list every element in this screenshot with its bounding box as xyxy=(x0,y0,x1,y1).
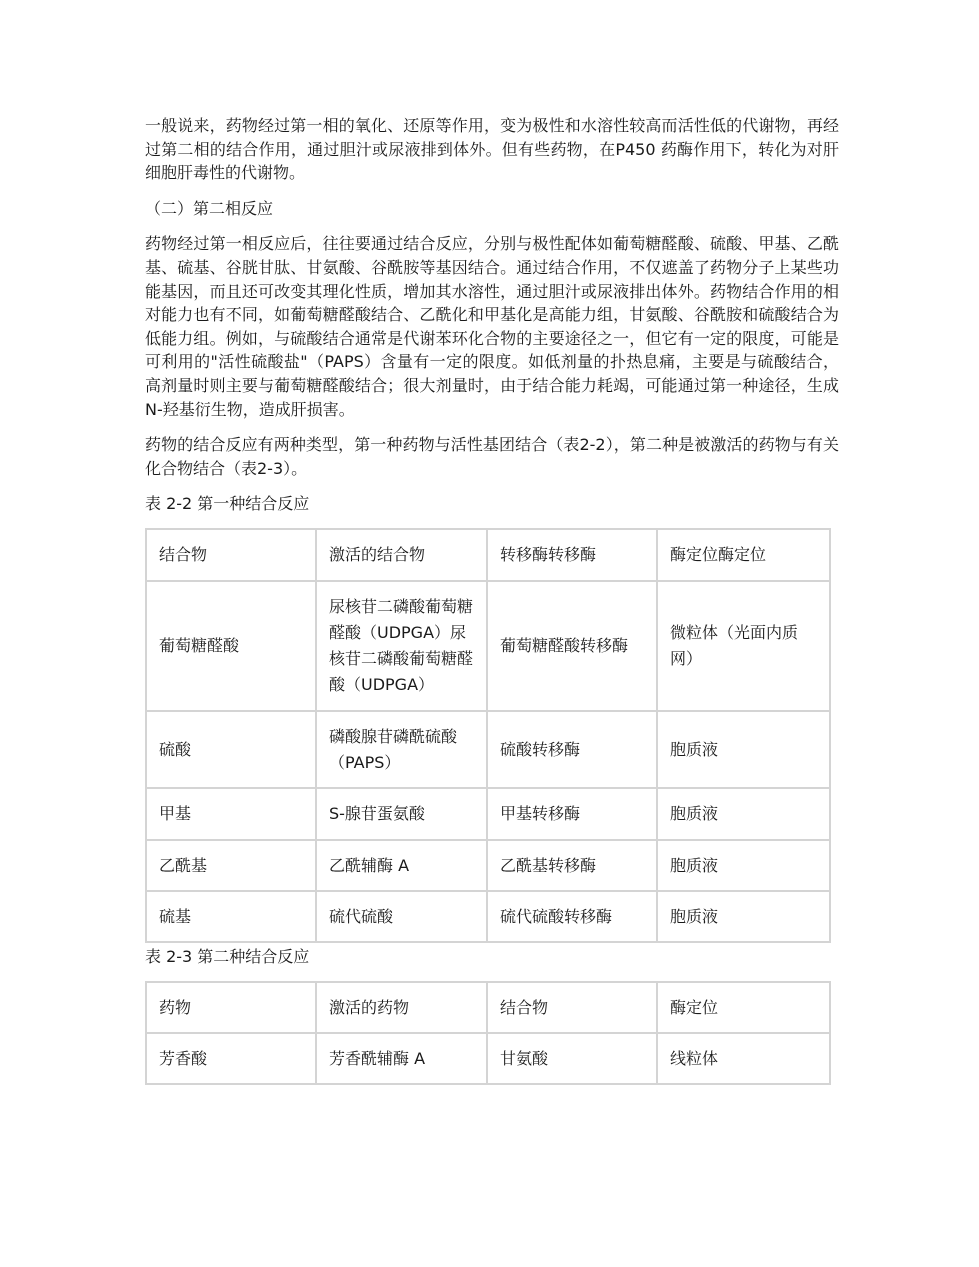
table-cell: 线粒体 xyxy=(657,1033,830,1084)
table-header-cell: 结合物 xyxy=(487,982,657,1033)
paragraph-metabolism-intro: 一般说来，药物经过第一相的氧化、还原等作用，变为极性和水溶性较高而活性低的代谢物，再经过第二相的结合作用，通过胆汁或尿液排到体外。但有些药物，在P450 药酶作用下，转化为对肝细胞肝毒性的代谢物。 xyxy=(145,116,839,183)
paragraph-conjugation-types: 药物的结合反应有两种类型，第一种药物与活性基团结合（表2-2），第二种是被激活的药物与有关化合物结合（表2-3）。 xyxy=(145,435,839,478)
table-row xyxy=(146,1033,830,1084)
table-row xyxy=(146,711,830,788)
table-cell: 乙酰基转移酶 xyxy=(487,840,657,891)
table-cell: 胞质液 xyxy=(657,840,830,891)
table-cell: S-腺苷蛋氨酸 xyxy=(316,788,487,840)
table-second-conjugation xyxy=(145,981,831,1085)
table-row xyxy=(146,840,830,891)
table-cell: 芳香酸 xyxy=(146,1033,316,1084)
table-cell: 硫代硫酸转移酶 xyxy=(487,891,657,942)
table-header-cell: 激活的结合物 xyxy=(316,529,487,581)
table1-caption: 表 2-2 第一种结合反应 xyxy=(145,494,310,514)
table-cell: 磷酸腺苷磷酰硫酸（PAPS） xyxy=(316,711,487,788)
table-cell: 硫酸转移酶 xyxy=(487,711,657,788)
paragraph-phase2-description: 药物经过第一相反应后，往往要通过结合反应，分别与极性配体如葡萄糖醛酸、硫酸、甲基、乙酰基、硫基、谷胱甘肽、甘氨酸、谷酰胺等基因结合。通过结合作用，不仅遮盖了药物分子上某些功能基因，而且还可改变其理化性质，增加其水溶性，通过胆汁或尿液排出体外。药物结合作用的相对能力也有不同，如葡萄糖醛酸结合、乙酰化和甲基化是高能力组，甘氨酸、谷酰胺和硫酸结合为低能力组。例如，与硫酸结合通常是代谢苯环化合物的主要途径之一，但它有一定的限度，可能是可利用的"活性硫酸盐"（PAPS）含量有一定的限度。如低剂量的扑热息痛，主要是与硫酸结合，高剂量时则主要与葡萄糖醛酸结合；很大剂量时，由于结合能力耗竭，可能通过第一种途径，生成N-羟基衍生物，造成肝损害。 xyxy=(145,234,839,419)
table-cell: 硫基 xyxy=(146,891,316,942)
table-header-row xyxy=(146,982,830,1033)
table-header-cell: 激活的药物 xyxy=(316,982,487,1033)
table2-caption: 表 2-3 第二种结合反应 xyxy=(145,947,310,967)
table-cell: 胞质液 xyxy=(657,891,830,942)
table-row xyxy=(146,581,830,711)
table-cell: 微粒体（光面内质网） xyxy=(657,581,830,711)
table-cell: 芳香酰辅酶 A xyxy=(316,1033,487,1084)
table-cell: 尿核苷二磷酸葡萄糖醛酸（UDPGA）尿核苷二磷酸葡萄糖醛酸（UDPGA） xyxy=(316,581,487,711)
table-cell: 乙酰基 xyxy=(146,840,316,891)
table-cell: 甘氨酸 xyxy=(487,1033,657,1084)
table-cell: 葡萄糖醛酸 xyxy=(146,581,316,711)
document-page xyxy=(145,114,839,1085)
table-header-row xyxy=(146,529,830,581)
table-first-conjugation xyxy=(145,528,831,943)
table-header-cell: 酶定位 xyxy=(657,982,830,1033)
table-cell: 甲基转移酶 xyxy=(487,788,657,840)
table-cell: 胞质液 xyxy=(657,711,830,788)
table-cell: 胞质液 xyxy=(657,788,830,840)
table-header-cell: 药物 xyxy=(146,982,316,1033)
table-row xyxy=(146,891,830,942)
table-cell: 甲基 xyxy=(146,788,316,840)
table-cell: 葡萄糖醛酸转移酶 xyxy=(487,581,657,711)
table-cell: 乙酰辅酶 A xyxy=(316,840,487,891)
section-heading-phase2: （二）第二相反应 xyxy=(145,198,274,218)
table-header-cell: 酶定位酶定位 xyxy=(657,529,830,581)
table-header-cell: 结合物 xyxy=(146,529,316,581)
table-cell: 硫代硫酸 xyxy=(316,891,487,942)
table-header-cell: 转移酶转移酶 xyxy=(487,529,657,581)
table-cell: 硫酸 xyxy=(146,711,316,788)
table-row xyxy=(146,788,830,840)
